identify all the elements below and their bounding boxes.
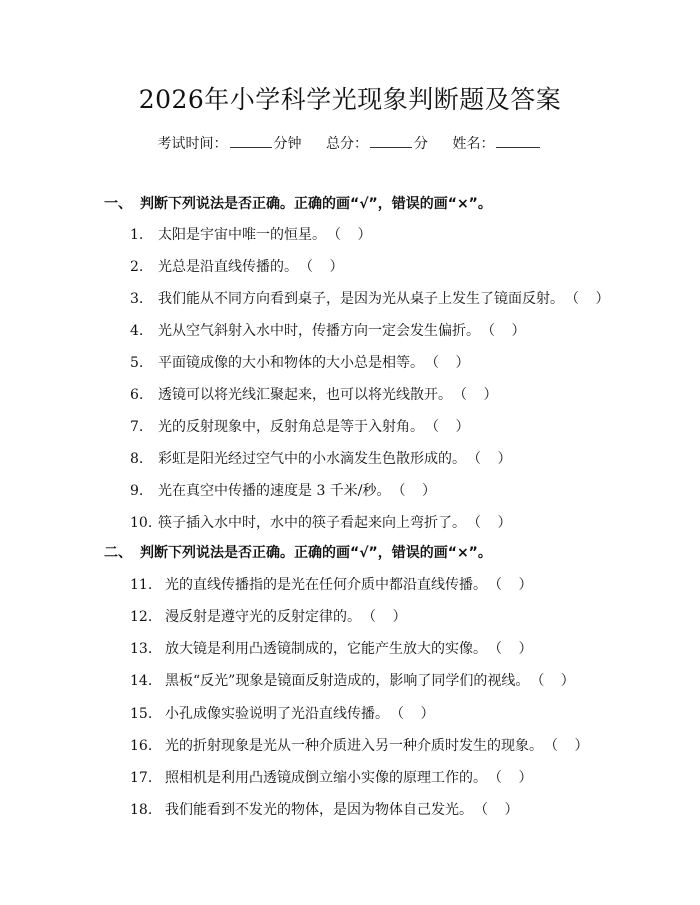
name-blank (496, 134, 540, 148)
answer-parentheses: （ ） (537, 673, 581, 689)
section-instruction: 判断下列说法是否正确。正确的画“√”，错误的画“×”。 (140, 545, 492, 561)
score-field (326, 133, 428, 153)
question-item (130, 799, 524, 819)
name-field (452, 133, 542, 153)
time-unit: 分钟 (273, 136, 302, 152)
question-number: 7. (130, 419, 144, 435)
question-text: 我们能看到不发光的物体，是因为物体自己发光。 (165, 802, 473, 818)
question-item (130, 224, 377, 244)
question-number: 15. (130, 706, 153, 722)
answer-parentheses: （ ） (495, 770, 539, 786)
question-number: 2. (130, 259, 144, 275)
score-unit: 分 (414, 136, 428, 152)
question-number: 16. (130, 738, 153, 754)
question-item (130, 670, 581, 690)
question-number: 8. (130, 451, 144, 467)
question-item (130, 767, 538, 787)
question-number: 5. (130, 355, 144, 371)
time-label: 考试时间： (157, 136, 228, 152)
time-field (158, 133, 302, 153)
answer-parentheses: （ ） (397, 706, 441, 722)
section-instruction: 判断下列说法是否正确。正确的画“√”，错误的画“×”。 (140, 196, 492, 212)
section-2-heading (104, 542, 492, 562)
answer-parentheses: （ ） (488, 323, 532, 339)
question-number: 4. (130, 323, 144, 339)
question-text: 小孔成像实验说明了光沿直线传播。 (165, 706, 389, 722)
question-number: 6. (130, 387, 144, 403)
question-item (130, 480, 442, 500)
answer-parentheses: （ ） (432, 355, 476, 371)
section-1-heading (104, 193, 492, 213)
question-item (130, 606, 412, 626)
question-text: 光的直线传播指的是光在任何介质中都沿直线传播。 (165, 577, 487, 593)
question-item (130, 288, 615, 308)
question-item (130, 638, 538, 658)
answer-parentheses: （ ） (481, 802, 525, 818)
answer-parentheses: （ ） (572, 291, 616, 307)
question-item (130, 384, 503, 404)
answer-parentheses: （ ） (369, 609, 413, 625)
score-blank (370, 134, 412, 148)
name-label: 姓名： (452, 136, 495, 152)
question-text: 透镜可以将光线汇聚起来，也可以将光线散开。 (158, 387, 452, 403)
question-item (130, 416, 475, 436)
question-item (130, 256, 349, 276)
question-text: 黑板“反光”现象是镜面反射造成的，影响了同学们的视线。 (165, 673, 530, 689)
question-item (130, 703, 440, 723)
question-text: 放大镜是利用凸透镜制成的，它能产生放大的实像。 (165, 641, 487, 657)
question-item (130, 735, 594, 755)
question-item (130, 320, 531, 340)
question-number: 14. (130, 673, 153, 689)
answer-parentheses: （ ） (474, 451, 518, 467)
section-number: 一、 (104, 196, 132, 212)
time-blank (230, 134, 272, 148)
answer-parentheses: （ ） (495, 577, 539, 593)
score-label: 总分： (326, 136, 368, 152)
question-number: 12. (130, 609, 153, 625)
question-text: 我们能从不同方向看到桌子，是因为光从桌子上发生了镜面反射。 (158, 291, 564, 307)
answer-parentheses: （ ） (334, 227, 378, 243)
question-number: 11. (130, 577, 153, 593)
answer-parentheses: （ ） (398, 483, 442, 499)
question-text: 太阳是宇宙中唯一的恒星。 (158, 227, 326, 243)
question-text: 光的折射现象是光从一种介质进入另一种介质时发生的现象。 (165, 738, 543, 754)
question-text: 光在真空中传播的速度是 3 千米/秒。 (158, 483, 391, 499)
page-title: 2026年小学科学光现象判断题及答案 (138, 85, 562, 114)
answer-parentheses: （ ） (495, 641, 539, 657)
question-number: 3. (130, 291, 144, 307)
answer-parentheses: （ ） (551, 738, 595, 754)
question-text: 光从空气斜射入水中时，传播方向一定会发生偏折。 (158, 323, 480, 339)
exam-meta (0, 133, 700, 153)
question-number: 10. (130, 515, 153, 531)
question-text: 筷子插入水中时，水中的筷子看起来向上弯折了。 (158, 515, 466, 531)
question-text: 光的反射现象中，反射角总是等于入射角。 (158, 419, 424, 435)
question-number: 18. (130, 802, 153, 818)
question-text: 光总是沿直线传播的。 (158, 259, 298, 275)
question-text: 漫反射是遵守光的反射定律的。 (165, 609, 361, 625)
question-number: 1. (130, 227, 144, 243)
question-text: 平面镜成像的大小和物体的大小总是相等。 (158, 355, 424, 371)
question-item (130, 352, 475, 372)
question-number: 17. (130, 770, 153, 786)
answer-parentheses: （ ） (460, 387, 504, 403)
question-item (130, 448, 517, 468)
question-item (130, 512, 517, 532)
question-text: 照相机是利用凸透镜成倒立缩小实像的原理工作的。 (165, 770, 487, 786)
question-item (130, 574, 538, 594)
answer-parentheses: （ ） (474, 515, 518, 531)
question-number: 13. (130, 641, 153, 657)
section-number: 二、 (104, 545, 132, 561)
question-text: 彩虹是阳光经过空气中的小水滴发生色散形成的。 (158, 451, 466, 467)
question-number: 9. (130, 483, 144, 499)
answer-parentheses: （ ） (432, 419, 476, 435)
answer-parentheses: （ ） (306, 259, 350, 275)
